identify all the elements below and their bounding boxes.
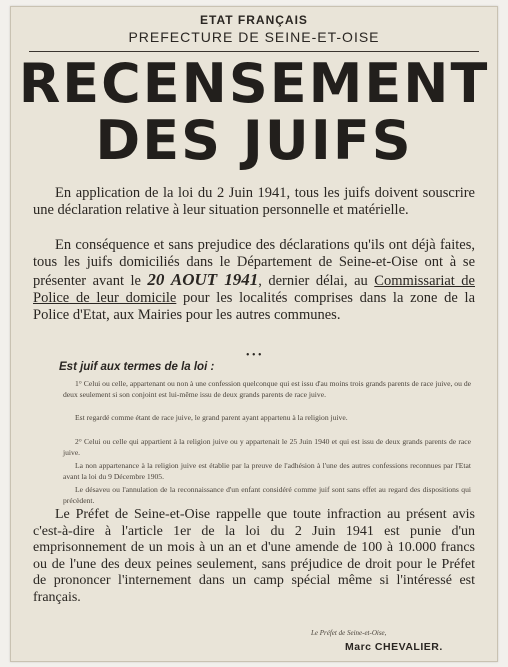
intro-p2-a: En conséquence et sans prejudice des déclarations qu'ils ont déjà faites, tous les juifs domiciliés dans le Département de Seine-et-Oise ont à se présenter avant le	[33, 237, 475, 289]
intro-p2-b: , dernier délai, au	[258, 273, 375, 289]
warning-paragraph: Le Préfet de Seine-et-Oise rappelle que toute infraction au présent avis c'est-à-dire à l'article 1er de la loi du 2 Juin 1941 est punie d'un emprisonnement de un mois à un an et d'une amende de 100 à 10.000 francs ou de l'une des deux peines seulement, sans préjudice de droit pour le Préfet de prononcer l'internement dans un camp spécial même si l'intéressé est français.	[33, 507, 475, 605]
signature-label: Le Préfet de Seine-et-Oise,	[311, 629, 387, 637]
deadline-date: 20 AOUT 1941	[147, 270, 259, 289]
intro-paragraph-2	[33, 237, 475, 324]
law-heading: Est juif aux termes de la loi :	[59, 361, 215, 373]
title-line1: RECENSEMENT	[18, 52, 490, 115]
header-etat: ETAT FRANÇAIS	[200, 13, 308, 27]
title-line2: DES JUIFS	[95, 109, 413, 172]
law-item-3: 2° Celui ou celle qui appartient à la religion juive ou y appartenait le 25 Juin 1940 et qui est issu de deux grands parents de race juive.	[63, 437, 471, 457]
law-item-2: Est regardé comme étant de race juive, le grand parent ayant appartenu à la religion juive.	[75, 413, 348, 422]
law-item-5: Le désaveu ou l'annulation de la reconnaissance d'un enfant considéré comme juif sont sans effet au regard des dispositions qui précèdent.	[63, 485, 471, 505]
intro-paragraph-1: En application de la loi du 2 Juin 1941, tous les juifs doivent souscrire une déclaration relative à leur situation personnelle et matérielle.	[33, 185, 475, 218]
header-prefecture: PREFECTURE DE SEINE-ET-OISE	[128, 29, 380, 45]
intro-p2-c: pour les localités comprises dans la zone de la Police d'Etat, aux Mairies pour les autres communes.	[33, 290, 476, 323]
law-item-4: La non appartenance à la religion juive est établie par la preuve de l'adhésion à l'une des autres confessions reconnues par l'Etat avant la loi du 9 Décembre 1905.	[63, 461, 471, 481]
poster	[10, 6, 498, 662]
intro-p2-underline: Commissariat de Police de leur domicile	[33, 273, 475, 306]
ornament-dots: • • •	[246, 350, 262, 361]
law-item-1: 1° Celui ou celle, appartenant ou non à une confession quelconque qui est issu d'au moins trois grands parents de race juive, ou de deux seulement si son conjoint est lui-même issu de deux grands parents de race juive.	[63, 379, 471, 399]
signature-name: Marc CHEVALIER.	[345, 641, 443, 653]
